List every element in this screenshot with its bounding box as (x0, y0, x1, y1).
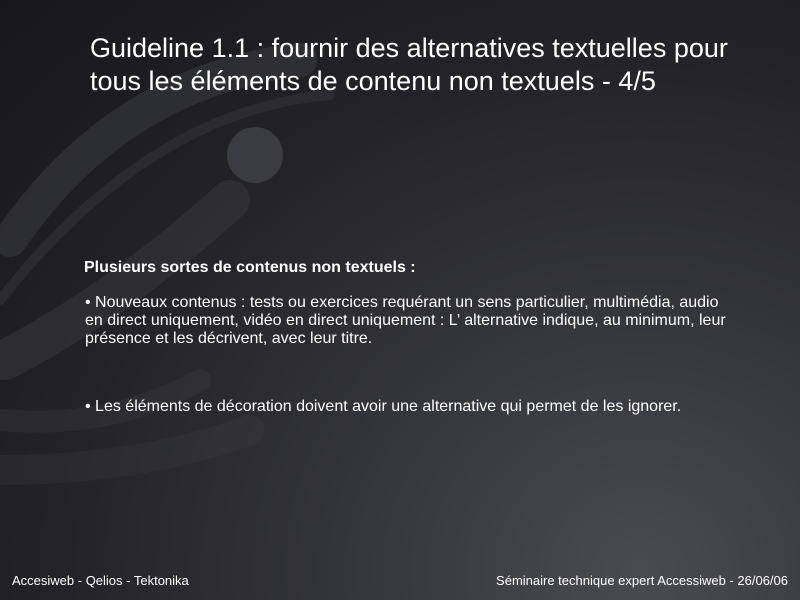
bullet-item-new-content: • Nouveaux contenus : tests ou exercices requérant un sens particulier, multimédia, audio en direct uniquement, vidéo en direct uniquement : L’ alternative indique, au minimum, leur présence et les décrivent, avec leur titre. (85, 294, 726, 347)
footer-right-text: Séminaire technique expert Accessiweb - 26/06/06 (496, 573, 788, 588)
footer-left-text: Accesiweb - Qelios - Tektonika (12, 573, 189, 588)
bullet-item-decoration: • Les éléments de décoration doivent avoir une alternative qui permet de les ignorer. (85, 398, 682, 415)
slide-subheading: Plusieurs sortes de contenus non textuels : (84, 259, 416, 276)
slide-title: Guideline 1.1 : fournir des alternatives textuelles pour tous les éléments de contenu non textuels - 4/5 (90, 33, 728, 96)
